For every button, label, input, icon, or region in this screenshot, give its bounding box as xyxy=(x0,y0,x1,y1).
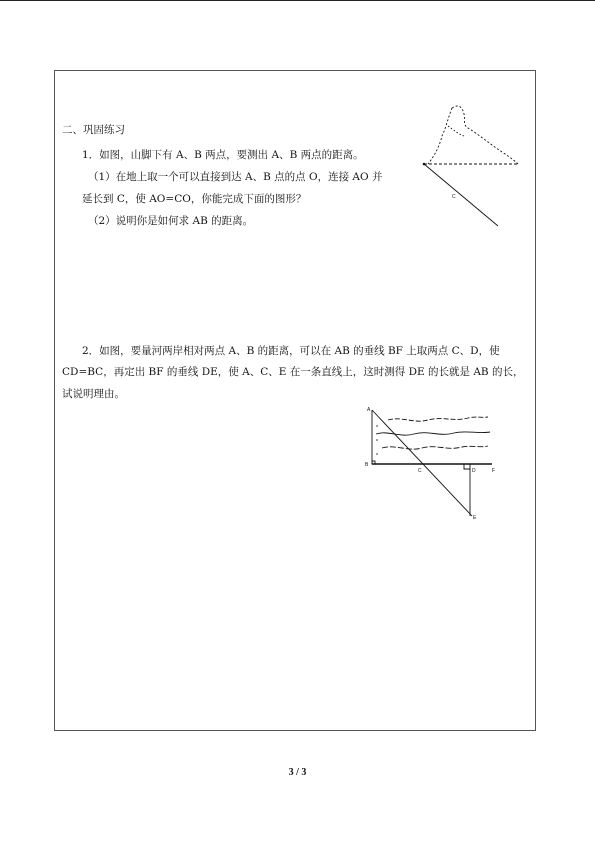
figure-1-label-c: C xyxy=(452,194,456,200)
mountain-outline xyxy=(452,106,518,164)
river-figure xyxy=(362,404,502,524)
figure-2-label-a: A xyxy=(367,407,371,413)
ae-diagonal xyxy=(372,410,472,516)
question-1-part-1-line-2: 延长到 C，使 AO=CO，你能完成下面的图形？ xyxy=(82,193,307,205)
mountain-figure xyxy=(418,100,528,230)
figure-2-label-b: B xyxy=(365,462,369,468)
question-2-line-1: 2．如图，要量河两岸相对两点 A、B 的距离，可以在 AB 的垂线 BF 上取两点 C、D，使 xyxy=(82,345,500,357)
question-2-line-3: 试说明理由。 xyxy=(62,388,125,400)
question-2-line-2: CD=BC，再定出 BF 的垂线 DE，使 A、C、E 在一条直线上，这时测得 DE 的长就是 AB 的长， xyxy=(62,366,524,378)
question-1-part-2: （2）说明你是如何求 AB 的距离。 xyxy=(88,215,254,227)
header-rule xyxy=(0,0,595,1)
mountain-left-slope xyxy=(428,108,452,164)
figure-2-label-c: C xyxy=(418,468,422,474)
mountain-inner-ridge xyxy=(448,126,464,136)
figure-2-label-f: F xyxy=(492,468,496,474)
figure-2-label-d: D xyxy=(472,468,476,474)
section-title: 二、巩固练习 xyxy=(62,124,125,136)
ao-extended-line xyxy=(424,164,498,226)
question-1-text: 1．如图，山脚下有 A、B 两点，要测出 A、B 两点的距离。 xyxy=(82,149,364,161)
river-wave-3 xyxy=(382,446,488,449)
question-1-part-1-line-1: （1）在地上取一个可以直接到达 A、B 点的点 O，连接 AO 并 xyxy=(88,171,383,183)
river-wave-1 xyxy=(388,417,488,421)
page-number: 3 / 3 xyxy=(288,767,307,778)
figure-2-label-e: E xyxy=(473,515,477,521)
point-a-dot xyxy=(423,163,426,166)
